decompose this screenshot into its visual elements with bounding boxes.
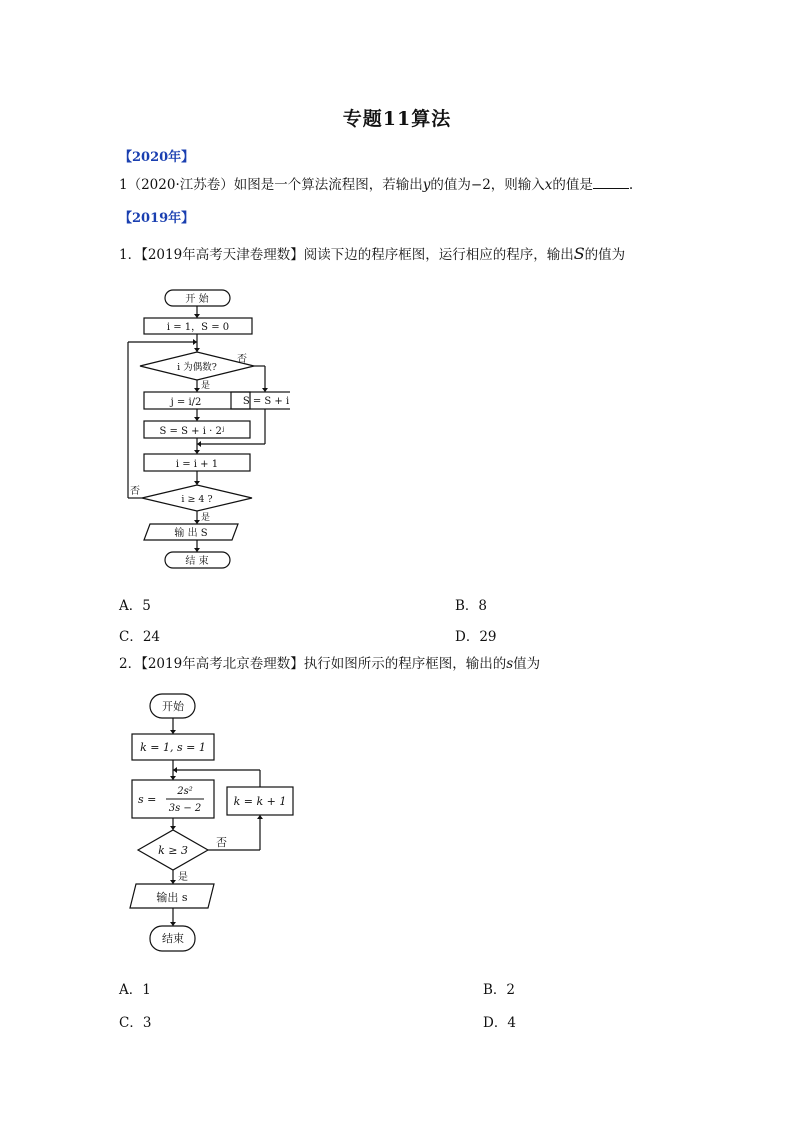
fc2-output-label: 输出 s xyxy=(156,891,188,904)
fc1-output-label: 输 出 S xyxy=(174,528,208,539)
question-2020-suffix: 的值是 xyxy=(552,177,593,193)
fc2-end-label: 结束 xyxy=(162,932,184,945)
q2-option-c: C．3 xyxy=(119,1015,152,1031)
fc1-yes-label-2: 是 xyxy=(201,513,211,523)
fc2-s-numerator: 2s² xyxy=(177,786,193,797)
section-heading-2019: 【2019年】 xyxy=(119,211,195,226)
question-2020-value: −2 xyxy=(470,177,491,193)
question-1 xyxy=(119,245,625,264)
question-1-text: 1．【2019年高考天津卷理数】阅读下边的程序框图，运行相应的程序，输出 xyxy=(119,247,574,263)
fc2-s-lhs: s = xyxy=(138,793,157,806)
page-title: 专题11算法 xyxy=(342,108,452,130)
question-1-var: S xyxy=(573,244,585,263)
fc1-start-label: 开 始 xyxy=(185,294,209,305)
answer-blank xyxy=(593,176,629,189)
section-heading-2020: 【2020年】 xyxy=(119,150,195,165)
q1-option-c: C．24 xyxy=(119,629,161,645)
question-2020-prefix: 1（2020·江苏卷）如图是一个算法流程图，若输出 xyxy=(119,177,423,193)
question-2-text: 2．【2019年高考北京卷理数】执行如图所示的程序框图，输出的 xyxy=(119,656,507,672)
q1-option-a: A．5 xyxy=(119,598,151,614)
fc1-yes-label-1: 是 xyxy=(201,381,211,391)
var-y: y xyxy=(422,177,431,193)
flowchart-beijing xyxy=(128,690,308,956)
fc1-no-label-2: 否 xyxy=(130,486,140,497)
fc1-j-label: j = i/2 xyxy=(170,397,202,408)
fc2-cond-label: k ≥ 3 xyxy=(158,844,188,857)
q1-option-d: D．29 xyxy=(455,629,497,645)
fc1-init-label: i = 1，S = 0 xyxy=(166,322,230,333)
fc1-i-label: i = i + 1 xyxy=(175,459,219,470)
fc1-cond2-label: i ≥ 4 ? xyxy=(181,494,213,505)
fc1-end-label: 结 束 xyxy=(185,556,209,567)
q2-option-d: D．4 xyxy=(483,1015,516,1031)
question-2-suffix: 值为 xyxy=(513,656,541,672)
fc1-no-label-1: 否 xyxy=(237,354,247,365)
question-1-suffix: 的值为 xyxy=(584,247,626,263)
question-2-var: s xyxy=(506,656,514,672)
q2-option-a: A．1 xyxy=(119,982,151,998)
fc2-yes-label: 是 xyxy=(178,872,188,883)
question-2020-mid2: ，则输入 xyxy=(490,177,545,193)
fc2-no-label: 否 xyxy=(216,836,227,849)
fc1-cond1-label: i 为偶数? xyxy=(177,362,217,373)
q1-option-b: B．8 xyxy=(455,598,488,614)
fc2-start-label: 开始 xyxy=(162,700,184,713)
fc2-inc-label: k = k + 1 xyxy=(233,795,287,808)
fc1-s2-label: S = S + i · 2ʲ xyxy=(159,426,225,437)
fc2-s-denominator: 3s − 2 xyxy=(168,803,202,814)
var-x: x xyxy=(544,177,553,193)
question-2020-mid: 的值为 xyxy=(430,177,471,193)
fc2-init-label: k = 1, s = 1 xyxy=(140,741,206,754)
question-2020: 1（2020·江苏卷）如图是一个算法流程图，若输出y的值为−2，则输入x的值是 . xyxy=(119,177,634,193)
flowchart-tianjin xyxy=(120,284,290,574)
question-2 xyxy=(119,655,540,673)
fc1-s1-label: S = S + i xyxy=(242,396,290,407)
q2-option-b: B．2 xyxy=(483,982,516,998)
